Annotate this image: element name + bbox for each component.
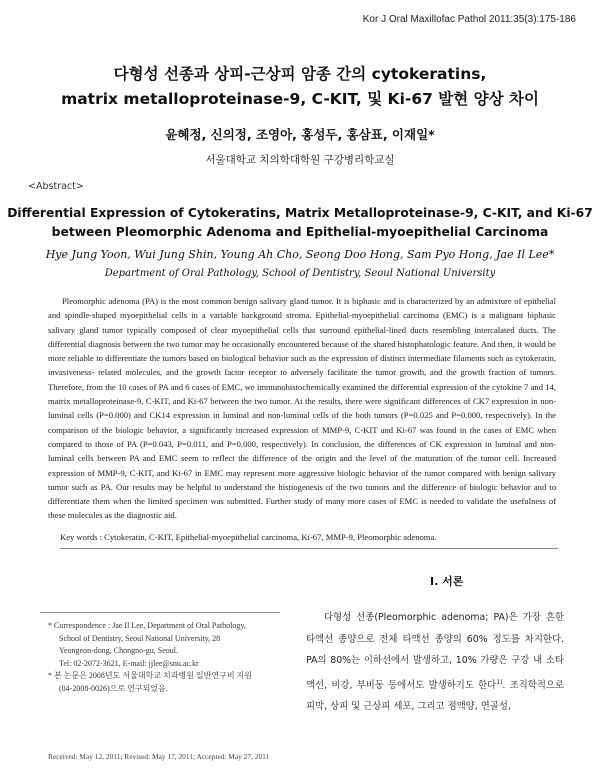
funding-line-2: (04-2008-0026)으로 연구되었음.: [59, 683, 168, 693]
correspondence-line-3: Yeongeon-dong, Chongno-gu, Seoul.: [59, 646, 178, 656]
english-title: [0, 204, 600, 242]
received-dates: Received: May 12, 2011; Revised: May 17, 2011; Accepted: May 27, 2011: [48, 752, 270, 761]
correspondence-line-2: School of Dentistry, Seoul National University, 28: [59, 633, 221, 643]
intro-tail: . 조직학적으로 피막, 상피 및 근상피 세포, 그리고 점액양, 연골성,: [306, 679, 564, 713]
keywords: Key words : Cytokeratin, C-KIT, Epithelial-myoepithelial carcinoma, Ki-67, MMP-9, Pleomorphic adenoma.: [60, 532, 437, 542]
korean-title: [0, 62, 600, 112]
intro-text: 다형성 선종(Pleomorphic adenoma; PA)은 가장 흔한 타액선 종양으로 전체 타액선 종양의 60% 정도를 차지한다. PA의 80%는 이하선에서 발생하고, 10% 가량은 구강 내 소타액선, 비강, 부비동 등에서도 발생하기도 한다: [306, 612, 564, 691]
korean-title-line-2: matrix metalloproteinase-9, C-KIT, 및 Ki-67 발현 양상 차이: [61, 90, 539, 108]
footnote-divider: [40, 612, 280, 613]
journal-reference: Kor J Oral Maxillofac Pathol 2011:35(3):175-186: [362, 14, 576, 25]
funding-line-1: * 본 논문은 2008년도 서울대학교 치과병원 일반연구비 지원: [48, 671, 253, 681]
korean-authors: 윤혜정, 신의정, 조영아, 홍성두, 홍삼표, 이재일*: [165, 127, 435, 142]
correspondence-line-1: * Correspondence : Jae Il Lee, Department of Oral Pathology,: [48, 621, 246, 630]
english-title-line-2: between Pleomorphic Adenoma and Epithelial-myoepithelial Carcinoma: [51, 225, 549, 239]
section-heading-introduction: I. 서론: [430, 575, 464, 588]
abstract-body: [48, 294, 556, 523]
english-affiliation: Department of Oral Pathology, School of Dentistry, Seoul National University: [104, 268, 496, 279]
korean-title-line-1: 다형성 선종과 상피-근상피 암종 간의 cytokeratins,: [113, 65, 487, 83]
correspondence-line-4: Tel: 02-2072-3621, E-mail: jjlee@snu.ac.kr: [59, 658, 199, 668]
abstract-label: <Abstract>: [28, 181, 84, 192]
korean-affiliation: 서울대학교 치의학대학원 구강병리학교실: [205, 154, 395, 166]
footnotes: [48, 620, 298, 696]
reference-marker: 1): [496, 678, 503, 686]
abstract-paragraph: Pleomorphic adenoma (PA) is the most common benign salivary gland tumor. It is biphasic and is characterized by an admixture of epithelial and spindle-shaped myoepithelial cells in a variable background stroma. Epithelial-myoepithelial carcinoma (EMC) is a malignant biphasic salivary gland tumor typically composed of clear myoepithelial cells that surround epithelial-lined ducts resembling intercalated ducts. The differential diagnosis between the two tumor may be occasionally encountered because of the shared histophatologic feature. And then, it would be more reliable to differentiate the tumors based on biological behavior such as the expression of distinct intermediate filaments such as cytokeratin, invasiveness- related molecules, and the growth factor receptor to adversely facilitate the tumor growth, and the growth fraction of tumors. Therefore, from the 10 cases of PA and 6 cases of EMC, we immunohistochemically examined the differential expression of the cytokine 7 and 14, matrix metalloproteinase-9, C-KIT, and Ki-67 between the two tumor. At the results, there were significant differences of CK7 expression in non-luminal cells (P=0.000) and CK14 expression in luminal and non-luminal cells of the both tumors (P=0.025 and P=0.000, respectively). In the comparison of the biologic behavior, a significantly increased expression of MMP-9, C-KIT and Ki-67 was found in the cases of EMC when compared to those of PA (P=0.043, P=0.011, and P=0.000, respectively). In conclusion, the differences of CK expression in luminal and non-luminal cells between PA and EMC seem to reflect the difference of the origin and the level of the maturation of the tumor cell. Increased expression of MMP-9, C-KIT, and Ki-67 in EMC may represent more aggressive biologic behavior of the tumor compared with benign salivary tumor such as PA. Our results may be helpful to understand the histiogenesis of the two tumors and the difference of biologic behavior and to differentiate them when the limited specimen was submitted. Further study of many more cases of EMC is needed to validate the usefulness of these molecules as the diagnostic aid.: [48, 296, 556, 521]
keywords-divider: [60, 548, 558, 549]
introduction-body: [306, 607, 564, 718]
introduction-paragraph: [306, 607, 564, 718]
english-authors: Hye Jung Yoon, Wui Jung Shin, Young Ah Cho, Seong Doo Hong, Sam Pyo Hong, Jae Il Lee*: [45, 248, 555, 261]
english-title-line-1: Differential Expression of Cytokeratins, Matrix Metalloproteinase-9, C-KIT, and Ki-67: [7, 206, 593, 220]
